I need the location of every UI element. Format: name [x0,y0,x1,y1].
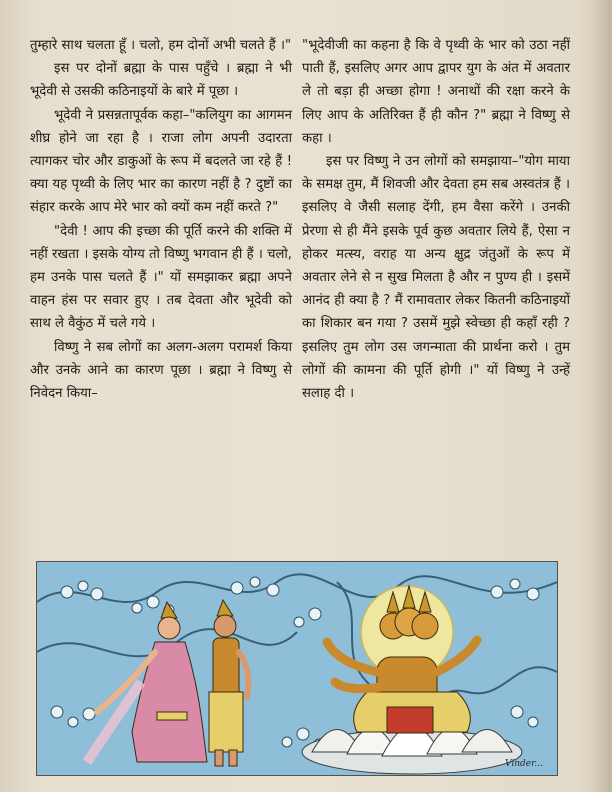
right-paragraph-1: "भूदेवीजी का कहना है कि वे पृथ्वी के भार को उठा नहीं पाती हैं, इसलिए अगर आप द्वापर युग के अंत में अवतार ले तो बड़ा ही अच्छा होगा ! अनाथों की रक्षा करने के लिए आप के अतिरिक्त हैं ही कौन ?" ब्रह्मा ने विष्णु से कहा । [302,38,570,146]
right-text-column [302,34,570,405]
left-paragraph-3: भूदेवी ने प्रसन्नतापूर्वक कहा–"कलियुग का आगमन शीघ्र होने जा रहा है । राजा लोग अपनी उदारता त्यागकर चोर और डाकुओं के रूप में बदलते जा रहे हैं ! क्या यह पृथ्वी के लिए भार का कारण नहीं है ? दुष्टों का संहार करके आप मेरे भार को क्यों कम नहीं करते ?" [30,107,292,216]
story-illustration [36,561,558,776]
left-paragraph-4: "देवी ! आप की इच्छा की पूर्ति करने की शक्ति में नहीं रखता । इसके योग्य तो विष्णु भगवान ही हैं । चलो, हम उनके पास चलते हैं ।" यों समझाकर ब्रह्मा अपने वाहन हंस पर सवार हुए । तब देवता और भूदेवी को साथ ले वैकुंठ में चले गये । [30,223,292,332]
left-text-column [30,34,292,405]
page-edge-shadow [590,0,612,792]
right-paragraph-2: इस पर विष्णु ने उन लोगों को समझाया–"योग माया के समक्ष तुम, मैं शिवजी और देवता हम सब अस्वतंत्र हैं । इसलिए वे जैसी सलाह देंगी, हम वैसा करेंगे । उनकी प्रेरणा से ही मैंने इसके पूर्व कुछ अवतार लिये हैं, ऐसा न होकर मत्स्य, वराह या अन्य क्षुद्र जंतुओं के रूप में अवतार लेने से न सुख मिलता है और न पुण्य ही । इसमें आनंद ही क्या है ? मैं रामावतार लेकर कितनी कठिनाइयों का शिकार बन गया ? उसमें मुझे स्वेच्छा ही कहाँ रही ? इसलिए तुम लोग उस जगन्माता की प्रार्थना करो । तुम लोगों की कामना की पूर्ति होगी ।" यों विष्णु ने उन्हें सलाह दी । [302,154,570,402]
artist-signature: Vinder... [505,759,543,769]
lotus-seat [302,727,522,775]
left-paragraph-1: तुम्हारे साथ चलता हूँ । चलो, हम दोनों अभी चलते हैं ।" [30,38,292,53]
left-paragraph-5: विष्णु ने सब लोगों का अलग-अलग परामर्श किया और उनके आने का कारण पूछा । ब्रह्मा ने विष्णु से निवेदन किया– [30,339,292,402]
left-paragraph-2: इस पर दोनों ब्रह्मा के पास पहुँचे । ब्रह्मा ने भी भूदेवी से उसकी कठिनाइयों के बारे में पूछा । [30,61,292,100]
illustration-artwork [37,562,557,775]
